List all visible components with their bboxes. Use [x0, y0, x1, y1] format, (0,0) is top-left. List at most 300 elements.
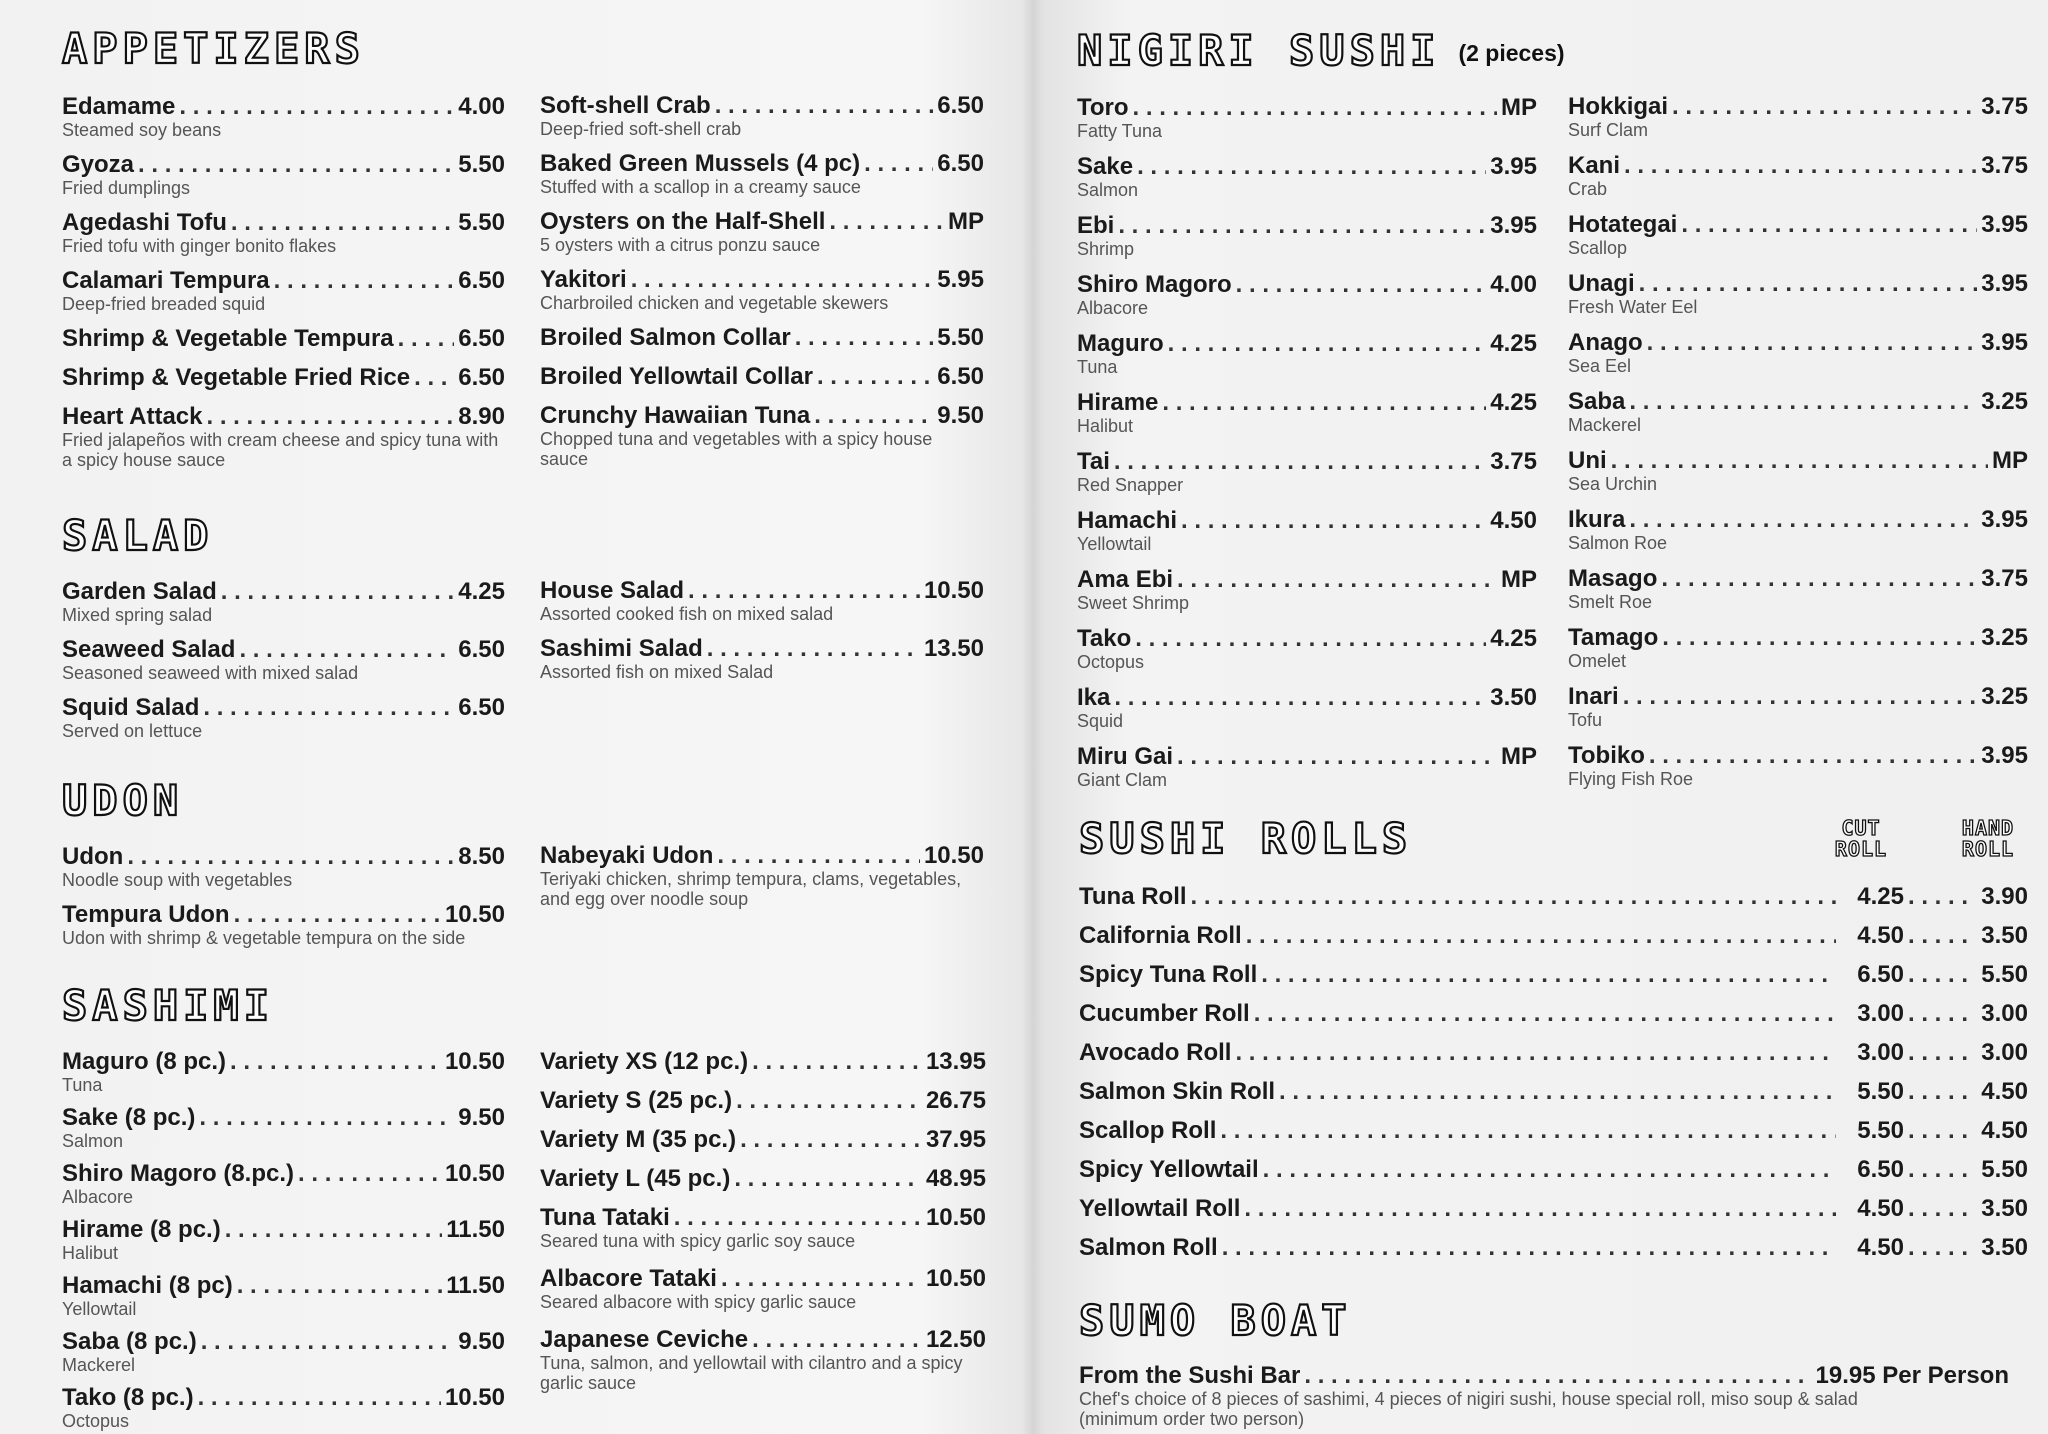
- item-desc: Stuffed with a scallop in a creamy sauce: [540, 177, 861, 197]
- leader-dots: [414, 364, 454, 392]
- item-desc: Crab: [1568, 179, 1608, 199]
- item-desc: Fresh Water Eel: [1568, 297, 1698, 317]
- item-price: 10.50: [444, 1384, 505, 1411]
- sumo-name: From the Sushi Bar: [1079, 1362, 1301, 1389]
- item-desc: Seasoned seaweed with mixed salad: [62, 663, 359, 683]
- leader-dots: [1304, 1362, 1811, 1390]
- cut-roll-price: 6.50: [1857, 1156, 1904, 1183]
- sumo-boat-item: [1079, 1362, 2009, 1429]
- item-price: MP: [1501, 566, 1537, 593]
- item-price: 26.75: [925, 1087, 986, 1114]
- cut-roll-price: 3.00: [1857, 1039, 1904, 1066]
- cut-roll-label: CUT ROLL: [1834, 816, 1888, 861]
- item-price: 10.50: [925, 1265, 986, 1292]
- nigiri-title: NIGIRI SUSHI: [1077, 26, 1441, 75]
- item-desc: Tuna: [1077, 357, 1118, 377]
- leader-dots: [717, 842, 920, 870]
- menu-item: [1077, 153, 1537, 200]
- menu-item: [1077, 330, 1537, 377]
- item-price: 6.50: [458, 636, 505, 663]
- item-name: Sake: [1077, 153, 1134, 180]
- item-price: 3.95: [1981, 506, 2028, 533]
- menu-item: [1568, 742, 2028, 789]
- item-desc: Salmon Roe: [1568, 533, 1668, 553]
- item-name: Hirame (8 pc.): [62, 1216, 221, 1243]
- leader-dots: [1222, 1234, 1836, 1262]
- item-desc: Seared albacore with spicy garlic sauce: [540, 1292, 857, 1312]
- item-desc: Sweet Shrimp: [1077, 593, 1190, 613]
- item-price: 3.50: [1490, 684, 1537, 711]
- leader-dots: [864, 150, 933, 178]
- menu-item: [1568, 93, 2028, 140]
- item-price: 3.75: [1490, 448, 1537, 475]
- roll-item: [1079, 1078, 2028, 1106]
- item-name: House Salad: [540, 577, 685, 604]
- menu-item: [1077, 566, 1537, 613]
- leader-dots: [1908, 1039, 1970, 1067]
- roll-item: [1079, 1234, 2028, 1262]
- menu-item: [62, 1104, 505, 1151]
- leader-dots: [1629, 506, 1977, 534]
- leader-dots: [631, 266, 934, 294]
- item-name: Shrimp & Vegetable Fried Rice: [62, 364, 411, 391]
- item-desc: Surf Clam: [1568, 120, 1649, 140]
- leader-dots: [221, 578, 455, 606]
- menu-item: [1568, 447, 2028, 494]
- leader-dots: [1244, 1195, 1836, 1223]
- hand-roll-price: 3.00: [1981, 1000, 2028, 1027]
- item-price: 10.50: [925, 1204, 986, 1231]
- leader-dots: [1118, 212, 1486, 240]
- item-name: Variety L (45 pc.): [540, 1165, 731, 1192]
- leader-dots: [736, 1087, 922, 1115]
- item-desc: Sea Eel: [1568, 356, 1632, 376]
- item-price: 4.25: [1490, 625, 1537, 652]
- leader-dots: [298, 1160, 441, 1188]
- menu-item: [540, 150, 984, 197]
- menu-item: [1077, 684, 1537, 731]
- leader-dots: [1235, 1039, 1836, 1067]
- item-desc: Red Snapper: [1077, 475, 1184, 495]
- item-name: Variety S (25 pc.): [540, 1087, 733, 1114]
- item-name: Unagi: [1568, 270, 1635, 297]
- item-desc: Salmon: [1077, 180, 1139, 200]
- item-price: MP: [1501, 94, 1537, 121]
- leader-dots: [1177, 566, 1497, 594]
- item-name: Variety M (35 pc.): [540, 1126, 737, 1153]
- leader-dots: [1254, 1000, 1836, 1028]
- leader-dots: [1263, 1156, 1836, 1184]
- roll-item: [1079, 1156, 2028, 1184]
- item-price: 10.50: [444, 1160, 505, 1187]
- menu-item: [62, 1384, 505, 1431]
- item-price: 48.95: [925, 1165, 986, 1192]
- item-price: 6.50: [458, 325, 505, 352]
- item-name: Hirame: [1077, 389, 1159, 416]
- menu-item: [1077, 94, 1537, 141]
- menu-item: [62, 209, 505, 256]
- item-name: Saba: [1568, 388, 1626, 415]
- item-price: MP: [1992, 447, 2028, 474]
- item-name: Seaweed Salad: [62, 636, 236, 663]
- menu-item: [540, 1265, 986, 1312]
- item-name: Kani: [1568, 152, 1621, 179]
- leader-dots: [1908, 1117, 1970, 1145]
- item-desc: Fried tofu with ginger bonito flakes: [62, 236, 337, 256]
- menu-item: [540, 1048, 986, 1076]
- leader-dots: [1220, 1117, 1836, 1145]
- item-desc: Mackerel: [1568, 415, 1642, 435]
- leader-dots: [127, 843, 454, 871]
- menu-item: [540, 363, 984, 391]
- menu-item: [62, 325, 505, 353]
- hand-roll-label: HAND ROLL: [1961, 816, 2015, 861]
- rolls-heading: SUSHI ROLLS: [1079, 814, 1413, 863]
- cut-roll-price: 4.50: [1857, 922, 1904, 949]
- leader-dots: [239, 636, 454, 664]
- leader-dots: [688, 577, 920, 605]
- menu-item: [1568, 152, 2028, 199]
- menu-item: [62, 578, 505, 625]
- item-price: 8.50: [458, 843, 505, 870]
- leader-dots: [1908, 1156, 1970, 1184]
- leader-dots: [1681, 211, 1977, 239]
- leader-dots: [1662, 624, 1977, 652]
- item-desc: Udon with shrimp & vegetable tempura on the side: [62, 928, 466, 948]
- leader-dots: [1236, 271, 1487, 299]
- item-name: Shiro Magoro: [1077, 271, 1232, 298]
- item-desc: Giant Clam: [1077, 770, 1168, 790]
- item-price: 3.95: [1981, 270, 2028, 297]
- salad-heading: SALAD: [62, 511, 214, 560]
- item-price: 6.50: [937, 363, 984, 390]
- roll-item: [1079, 1195, 2028, 1223]
- leader-dots: [1639, 270, 1978, 298]
- menu-item: [1077, 743, 1537, 790]
- cut-roll-price: 6.50: [1857, 961, 1904, 988]
- menu-item: [1077, 271, 1537, 318]
- menu-item: [1077, 448, 1537, 495]
- item-desc: Tuna: [62, 1075, 103, 1095]
- item-desc: Scallop: [1568, 238, 1628, 258]
- item-price: 5.50: [937, 324, 984, 351]
- sumo-heading: SUMO BOAT: [1079, 1296, 1352, 1345]
- roll-name: Scallop Roll: [1079, 1117, 1217, 1144]
- item-name: Broiled Yellowtail Collar: [540, 363, 813, 390]
- item-price: 3.95: [1981, 211, 2028, 238]
- leader-dots: [274, 267, 455, 295]
- item-name: Sashimi Salad: [540, 635, 703, 662]
- leader-dots: [814, 402, 933, 430]
- item-name: Variety XS (12 pc.): [540, 1048, 749, 1075]
- leader-dots: [1246, 922, 1836, 950]
- leader-dots: [1908, 961, 1970, 989]
- menu-item: [62, 403, 505, 470]
- item-name: Tobiko: [1568, 742, 1645, 769]
- appetizers-heading: APPETIZERS: [62, 24, 365, 73]
- leader-dots: [198, 1384, 441, 1412]
- item-name: Hamachi (8 pc): [62, 1272, 233, 1299]
- roll-name: Salmon Skin Roll: [1079, 1078, 1276, 1105]
- item-price: 5.95: [937, 266, 984, 293]
- cut-roll-price: 5.50: [1857, 1117, 1904, 1144]
- item-desc: Mixed spring salad: [62, 605, 213, 625]
- hand-roll-price: 5.50: [1981, 961, 2028, 988]
- item-name: Squid Salad: [62, 694, 200, 721]
- item-price: 4.00: [458, 93, 505, 120]
- roll-item: [1079, 922, 2028, 950]
- hand-roll-price: 3.50: [1981, 1195, 2028, 1222]
- cut-roll-price: 3.00: [1857, 1000, 1904, 1027]
- leader-dots: [817, 363, 933, 391]
- item-price: 10.50: [923, 577, 984, 604]
- item-desc: Yellowtail: [1077, 534, 1152, 554]
- menu-item: [1568, 329, 2028, 376]
- menu-item: [62, 1216, 505, 1263]
- item-name: Agedashi Tofu: [62, 209, 227, 236]
- leader-dots: [1162, 389, 1486, 417]
- item-price: 3.75: [1981, 93, 2028, 120]
- item-price: MP: [948, 208, 984, 235]
- item-price: 6.50: [458, 267, 505, 294]
- item-name: Tai: [1077, 448, 1110, 475]
- item-desc: Fatty Tuna: [1077, 121, 1163, 141]
- item-name: Masago: [1568, 565, 1658, 592]
- leader-dots: [1908, 883, 1970, 911]
- menu-item: [540, 1204, 986, 1251]
- item-name: Tempura Udon: [62, 901, 230, 928]
- leader-dots: [715, 92, 934, 120]
- item-name: Maguro (8 pc.): [62, 1048, 227, 1075]
- menu-item: [540, 1087, 986, 1115]
- item-name: Garden Salad: [62, 578, 217, 605]
- item-name: Udon: [62, 843, 124, 870]
- item-price: 4.00: [1490, 271, 1537, 298]
- hand-roll-price: 4.50: [1981, 1117, 2028, 1144]
- roll-name: Tuna Roll: [1079, 883, 1187, 910]
- item-desc: Flying Fish Roe: [1568, 769, 1694, 789]
- leader-dots: [1191, 883, 1836, 911]
- leader-dots: [179, 93, 454, 121]
- item-desc: Seared tuna with spicy garlic soy sauce: [540, 1231, 856, 1251]
- item-price: 11.50: [446, 1216, 505, 1243]
- menu-item: [540, 1126, 986, 1154]
- leader-dots: [1629, 388, 1977, 416]
- item-name: Sake (8 pc.): [62, 1104, 196, 1131]
- item-price: 8.90: [458, 403, 505, 430]
- item-desc: Served on lettuce: [62, 721, 203, 741]
- leader-dots: [1168, 330, 1487, 358]
- item-desc: Sea Urchin: [1568, 474, 1658, 494]
- item-name: Hokkigai: [1568, 93, 1669, 120]
- item-name: Japanese Ceviche: [540, 1326, 749, 1353]
- item-price: 9.50: [937, 402, 984, 429]
- menu-item: [1077, 507, 1537, 554]
- item-price: 3.75: [1981, 565, 2028, 592]
- item-name: Crunchy Hawaiian Tuna: [540, 402, 811, 429]
- leader-dots: [1181, 507, 1486, 535]
- item-name: Inari: [1568, 683, 1619, 710]
- leader-dots: [1611, 447, 1988, 475]
- menu-item: [540, 842, 984, 909]
- item-desc: Assorted cooked fish on mixed salad: [540, 604, 834, 624]
- roll-name: California Roll: [1079, 922, 1242, 949]
- item-name: Soft-shell Crab: [540, 92, 711, 119]
- cut-roll-price: 5.50: [1857, 1078, 1904, 1105]
- menu-item: [1568, 211, 2028, 258]
- leader-dots: [1177, 743, 1497, 771]
- item-price: 9.50: [458, 1328, 505, 1355]
- menu-item: [540, 324, 984, 352]
- hand-roll-price: 3.50: [1981, 922, 2028, 949]
- item-name: Nabeyaki Udon: [540, 842, 714, 869]
- roll-name: Salmon Roll: [1079, 1234, 1218, 1261]
- leader-dots: [1672, 93, 1977, 121]
- item-name: Ama Ebi: [1077, 566, 1174, 593]
- item-name: Oysters on the Half-Shell: [540, 208, 826, 235]
- leader-dots: [1908, 1000, 1970, 1028]
- leader-dots: [829, 208, 944, 236]
- item-name: Broiled Salmon Collar: [540, 324, 791, 351]
- leader-dots: [138, 151, 454, 179]
- item-desc: Smelt Roe: [1568, 592, 1653, 612]
- leader-dots: [734, 1165, 922, 1193]
- item-desc: Halibut: [1077, 416, 1134, 436]
- leader-dots: [1649, 742, 1977, 770]
- leader-dots: [721, 1265, 922, 1293]
- menu-item: [62, 267, 505, 314]
- item-price: 6.50: [937, 150, 984, 177]
- item-desc: Albacore: [62, 1187, 134, 1207]
- item-name: Baked Green Mussels (4 pc): [540, 150, 861, 177]
- item-name: Ikura: [1568, 506, 1626, 533]
- leader-dots: [740, 1126, 922, 1154]
- menu-item: [1077, 212, 1537, 259]
- menu-item: [1077, 389, 1537, 436]
- item-name: Miru Gai: [1077, 743, 1174, 770]
- item-price: 5.50: [458, 209, 505, 236]
- leader-dots: [1133, 94, 1497, 122]
- menu-item: [1568, 270, 2028, 317]
- menu-item: [540, 402, 984, 469]
- menu-item: [540, 1326, 986, 1393]
- item-desc: Mackerel: [62, 1355, 136, 1375]
- roll-item: [1079, 883, 2028, 911]
- item-price: 4.25: [458, 578, 505, 605]
- leader-dots: [795, 324, 934, 352]
- item-price: 4.25: [1490, 330, 1537, 357]
- item-price: 3.25: [1981, 683, 2028, 710]
- menu-item: [540, 577, 984, 624]
- menu-item: [540, 92, 984, 139]
- item-name: Heart Attack: [62, 403, 203, 430]
- item-price: 6.50: [458, 364, 505, 391]
- item-desc: Salmon: [62, 1131, 124, 1151]
- item-price: 3.95: [1981, 742, 2028, 769]
- item-name: Tuna Tataki: [540, 1204, 670, 1231]
- item-name: Calamari Tempura: [62, 267, 270, 294]
- leader-dots: [207, 403, 455, 431]
- sumo-price: 19.95 Per Person: [1815, 1362, 2009, 1389]
- item-name: Ika: [1077, 684, 1111, 711]
- leader-dots: [752, 1048, 922, 1076]
- cut-roll-price: 4.25: [1857, 883, 1904, 910]
- roll-name: Cucumber Roll: [1079, 1000, 1250, 1027]
- menu-item: [62, 636, 505, 683]
- leader-dots: [234, 901, 441, 929]
- item-name: Tamago: [1568, 624, 1659, 651]
- item-name: Tako: [1077, 625, 1132, 652]
- item-name: Anago: [1568, 329, 1643, 356]
- leader-dots: [1135, 625, 1486, 653]
- hand-roll-price: 3.90: [1981, 883, 2028, 910]
- item-desc: Deep-fried breaded squid: [62, 294, 266, 314]
- menu-item: [540, 1165, 986, 1193]
- hand-roll-price: 4.50: [1981, 1078, 2028, 1105]
- item-name: Albacore Tataki: [540, 1265, 717, 1292]
- item-name: Uni: [1568, 447, 1607, 474]
- menu-item: [1568, 624, 2028, 671]
- leader-dots: [231, 209, 454, 237]
- item-price: 10.50: [444, 901, 505, 928]
- roll-name: Spicy Yellowtail: [1079, 1156, 1259, 1183]
- item-desc: Halibut: [62, 1243, 119, 1263]
- item-price: 9.50: [458, 1104, 505, 1131]
- roll-name: Yellowtail Roll: [1079, 1195, 1241, 1222]
- item-price: 3.25: [1981, 388, 2028, 415]
- item-desc: Chopped tuna and vegetables with a spicy house sauce: [540, 429, 933, 469]
- item-price: 6.50: [458, 694, 505, 721]
- leader-dots: [1114, 448, 1486, 476]
- leader-dots: [752, 1326, 922, 1354]
- leader-dots: [1623, 683, 1978, 711]
- nigiri-note: (2 pieces): [1458, 40, 1565, 66]
- leader-dots: [1908, 1195, 1970, 1223]
- item-desc: Albacore: [1077, 298, 1149, 318]
- item-price: 4.50: [1490, 507, 1537, 534]
- menu-item: [1568, 506, 2028, 553]
- page-fold: [1022, 0, 1044, 1434]
- item-price: 4.25: [1490, 389, 1537, 416]
- menu-item: [1568, 388, 2028, 435]
- item-price: 13.50: [923, 635, 984, 662]
- item-price: 5.50: [458, 151, 505, 178]
- menu-item: [62, 1328, 505, 1375]
- item-desc: Squid: [1077, 711, 1124, 731]
- leader-dots: [225, 1216, 443, 1244]
- leader-dots: [237, 1272, 443, 1300]
- item-name: Shrimp & Vegetable Tempura: [62, 325, 394, 352]
- leader-dots: [707, 635, 920, 663]
- roll-name: Spicy Tuna Roll: [1079, 961, 1258, 988]
- item-price: 6.50: [937, 92, 984, 119]
- item-desc: Shrimp: [1077, 239, 1135, 259]
- leader-dots: [203, 694, 454, 722]
- leader-dots: [230, 1048, 441, 1076]
- cut-roll-price: 4.50: [1857, 1195, 1904, 1222]
- item-desc: Fried jalapeños with cream cheese and spicy tuna with a spicy house sauce: [62, 430, 499, 470]
- item-price: 12.50: [925, 1326, 986, 1353]
- item-name: Maguro: [1077, 330, 1164, 357]
- leader-dots: [1114, 684, 1486, 712]
- item-price: 10.50: [923, 842, 984, 869]
- menu-item: [62, 151, 505, 198]
- item-price: 10.50: [444, 1048, 505, 1075]
- menu-item: [62, 843, 505, 890]
- menu-item: [62, 1048, 505, 1095]
- item-desc: Tuna, salmon, and yellowtail with cilantro and a spicy garlic sauce: [540, 1353, 963, 1393]
- menu-item: [540, 266, 984, 313]
